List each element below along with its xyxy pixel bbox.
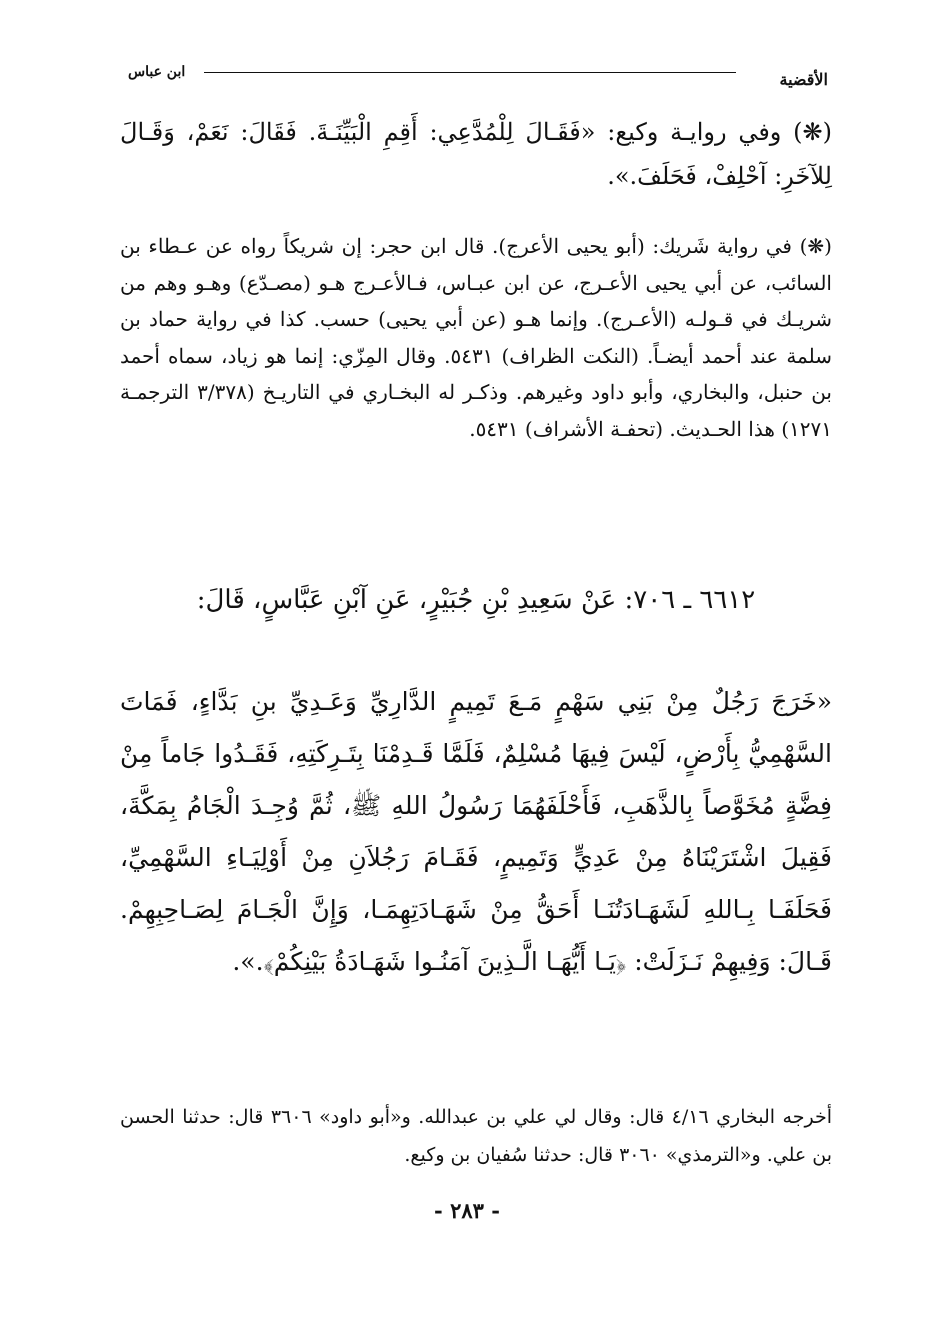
- header-rule: [204, 72, 736, 73]
- hadith-heading: ٦٦١٢ ـ ٧٠٦: عَنْ سَعِيدِ بْنِ جُبَيْرٍ، عَنِ آبْنِ عَبَّاسٍ، قَالَ:: [196, 585, 756, 615]
- page-number: - ٢٨٣ -: [434, 1198, 500, 1223]
- takhrij-note: أخرجه البخاري ٤/١٦ قال: وقال لي علي بن عبدالله. و«أبو داود» ٣٦٠٦ قال: حدثنا الحسن بن علي. و«الترمذي» ٣٠٦٠ قال: حدثنا سُفيان بن وكيع.: [120, 1106, 832, 1166]
- note-wakee-variant: (❋) وفي روايـة وكيع: «فَقَـالَ لِلْمُدَّعِي: أَقِمِ الْبَيِّنَـةَ. فَقَالَ: نَعَمْ، وَقَـالَ لِلآخَرِ: آحْلِفْ، فَحَلَفَ.».: [120, 118, 832, 190]
- section-title: ابن عباس: [128, 64, 186, 80]
- running-header: [128, 60, 828, 90]
- note-shareek-variant: (❋) في رواية شَريك: (أبو يحيى الأعرج). قال ابن حجر: إن شريكاً رواه عن عـطاء بن السائب، عن أبي يحيى الأعـرج، عن ابن عبـاس، فـالأعـرج هـو (مصـدّع) وهـو وهم من شريـك في قـولـه (الأعـرج). وإنما هـو (عن أبي يحيى) حسب. كذا في رواية حماد بن سلمة عند أحمد أيضـاً. (النكت الظراف) ٥٤٣١. وقال المِزّي: إنما هو زياد، سماه أحمد بن حنبل، والبخاري، وأبو داود وغيرهم. وذكـر له البخـاري في التاريـخ (٣/٣٧٨ الترجمـة ١٢٧١) هذا الحـديث. (تحفـة الأشراف) ٥٤٣١.: [120, 234, 833, 441]
- hadith-text: «خَرَجَ رَجُلٌ مِنْ بَنِي سَهْمٍ مَـعَ تَمِيمٍ الدَّارِيِّ وَعَـدِيِّ بنِ بَدَّاءٍ، فَمَاتَ السَّهْمِيُّ بِأَرْضٍ، لَيْسَ فِيهَا مُسْلِمٌ، فَلَمَّا قَـدِمْنَا بِتَـرِكَتِهِ، فَقَـدُوا جَاماً مِنْ فِضَّةٍ مُخَوَّصاً بِالذَّهَبِ، فَأَحْلَفَهُمَا رَسُولُ اللهِ ﷺ، ثُمَّ وُجِـدَ الْجَامُ بِمَكَّةَ، فَقِيلَ اشْتَرَيْنَاهُ مِنْ عَدِيٍّ وَتَمِيمٍ، فَقَـامَ رَجُلاَنِ مِنْ أَوْلِيَـاءِ السَّهْمِيِّ، فَحَلَفَـا بِـاللهِ لَشَهَـادَتُنَـا أَحَقُّ مِنْ شَهَـادَتِهِمَـا، وَإِنَّ الْجَـامَ لِصَـاحِبِهِمْ. قَـالَ: وَفِيهِمْ نَـزَلَتْ: ﴿يَـا أَيُّهَـا الَّـذِينَ آمَنُـوا شَهَـادَةُ بَيْنِكُمْ﴾.».: [120, 687, 832, 976]
- chapter-title: الأقضية: [779, 70, 828, 89]
